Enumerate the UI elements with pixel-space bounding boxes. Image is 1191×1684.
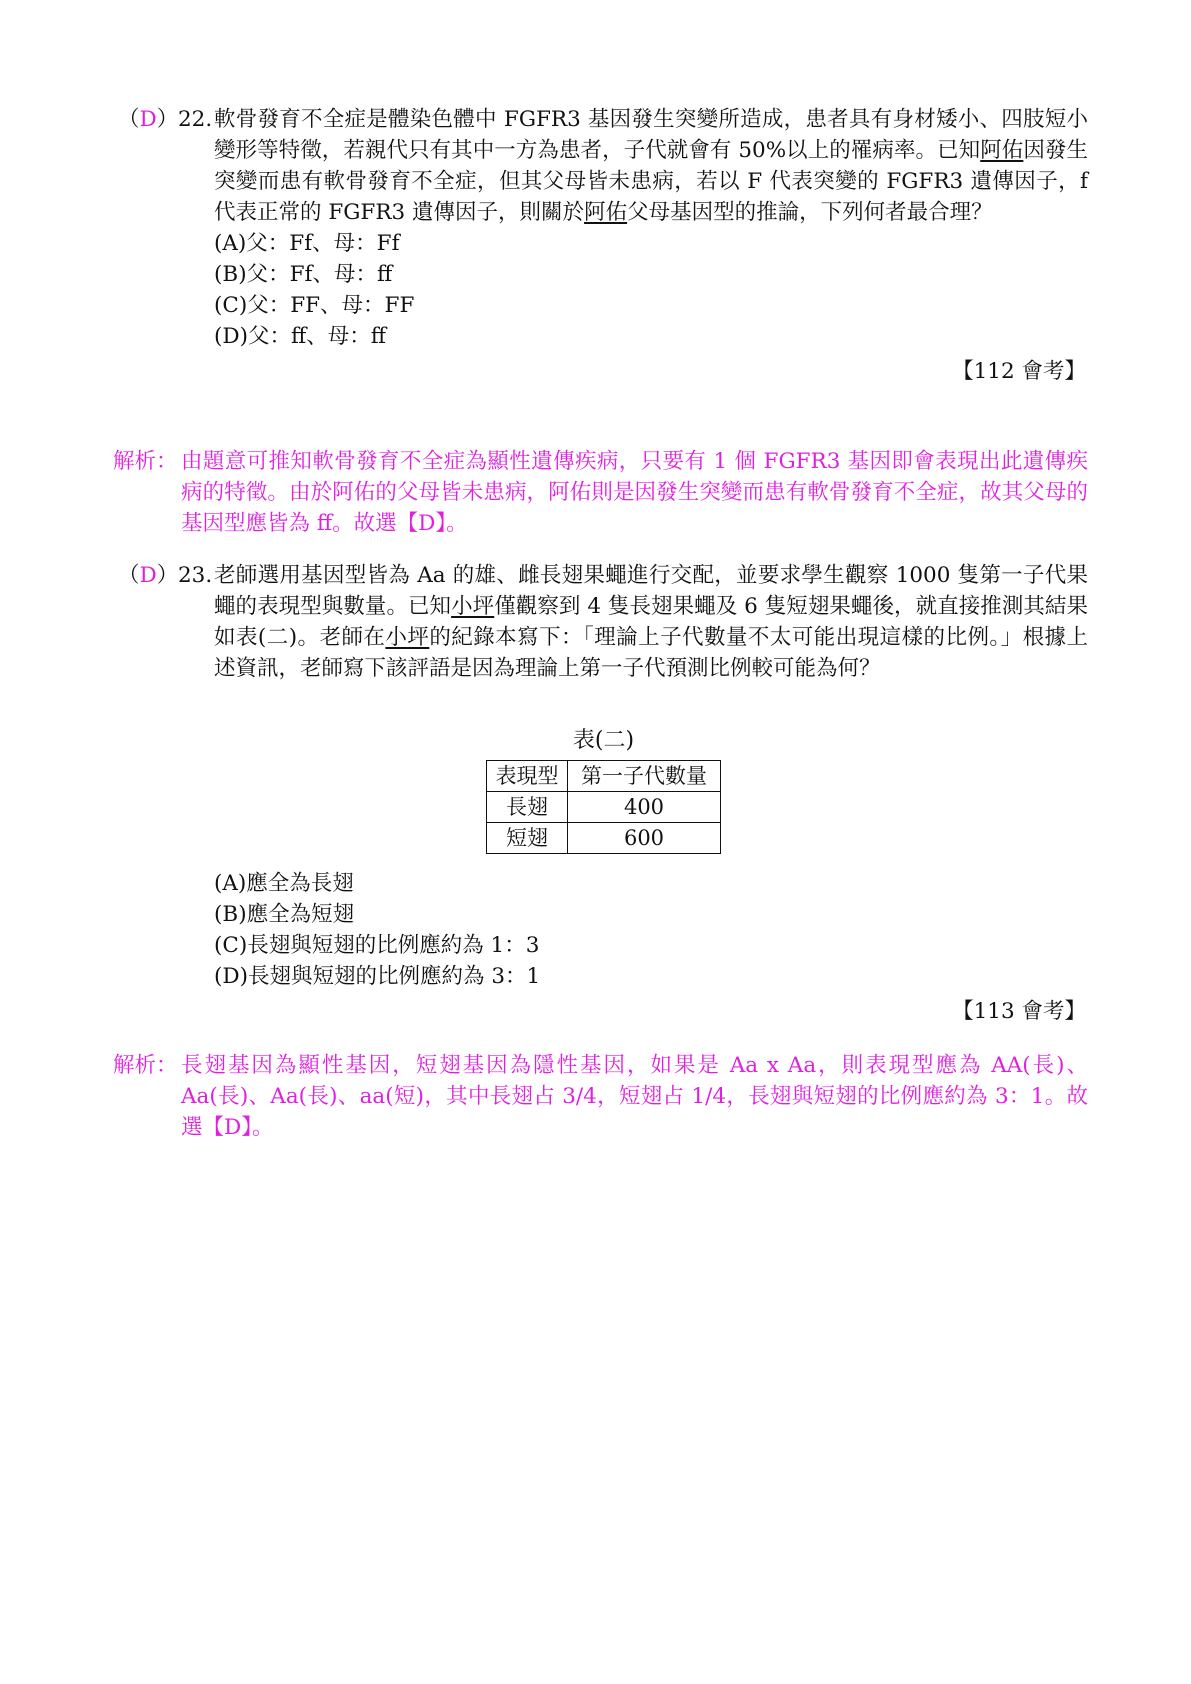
question-23-options [118,868,1088,992]
table-cell: 600 [568,823,721,854]
question-23-source: 【113 會考】 [952,999,1086,1024]
question-22-answer: （D） [118,107,179,132]
phenotype-table [486,760,721,854]
option-a: (A)應全為長翅 [214,871,354,896]
analysis-23 [113,1050,1088,1143]
option-a: (A)父：Ff、母：Ff [214,231,400,256]
person-name: 小坪 [385,625,430,650]
option-b: (B)應全為短翅 [214,902,355,927]
person-name: 阿佑 [980,138,1024,163]
analysis-label: 解析： [113,449,178,474]
table-2 [486,726,721,854]
table-cell: 長翅 [487,792,568,823]
option-c: (C)父：FF、母：FF [214,293,415,318]
table-2-title: 表(二) [572,728,635,753]
person-name: 小坪 [451,594,495,619]
option-b: (B)父：Ff、母：ff [214,262,393,287]
question-23-number: 23. [178,563,213,588]
option-c: (C)長翅與短翅的比例應約為 1：3 [214,933,540,958]
question-23-options-block [118,868,1088,1027]
question-22-number: 22. [178,107,213,132]
question-22-stem [118,104,1088,228]
question-23-stem [118,560,1088,684]
table-cell: 400 [568,792,721,823]
question-22 [118,104,1088,387]
analysis-22 [113,446,1088,539]
table-cell: 短翅 [487,823,568,854]
question-23-answer: （D） [118,563,179,588]
table-row [487,792,721,823]
person-name: 阿佑 [584,200,628,225]
analysis-label: 解析： [113,1053,178,1078]
table-header-cell: 第一子代數量 [568,761,721,792]
analysis-23-text: 長翅基因為顯性基因，短翅基因為隱性基因，如果是 Aa x Aa，則表現型應為 AA(長)、Aa(長)、Aa(長)、aa(短)，其中長翅占 3/4，短翅占 1/4，長翅與短翅的比例應約為 3：1。故選【D】。 [181,1053,1088,1140]
question-22-options [118,228,1088,352]
table-row [487,823,721,854]
question-22-source: 【112 會考】 [952,359,1086,384]
question-22-text: 軟骨發育不全症是體染色體中 FGFR3 基因發生突變所造成，患者具有身材矮小、四肢短小變形等特徵，若親代只有其中一方為患者，子代就會有 50%以上的罹病率。已知阿佑因發生突變而患有軟骨發育不全症，但其父母皆未患病，若以 F 代表突變的 FGFR3 遺傳因子，f 代表正常的 FGFR3 遺傳因子，則關於阿佑父母基因型的推論，下列何者最合理？ [214,107,1088,225]
table-header-cell: 表現型 [487,761,568,792]
option-d: (D)長翅與短翅的比例應約為 3：1 [214,964,541,989]
question-23-text: 老師選用基因型皆為 Aa 的雄、雌長翅果蠅進行交配，並要求學生觀察 1000 隻第一子代果蠅的表現型與數量。已知小坪僅觀察到 4 隻長翅果蠅及 6 隻短翅果蠅後，就直接推測其結果如表(二)。老師在小坪的紀錄本寫下：「理論上子代數量不太可能出現這樣的比例。」根據上述資訊，老師寫下該評語是因為理論上第一子代預測比例較可能為何？ [214,563,1088,681]
option-d: (D)父：ff、母：ff [214,324,387,349]
question-23 [118,560,1088,684]
table-header-row [487,761,721,792]
analysis-22-text: 由題意可推知軟骨發育不全症為顯性遺傳疾病，只要有 1 個 FGFR3 基因即會表現出此遺傳疾病的特徵。由於阿佑的父母皆未患病，阿佑則是因發生突變而患有軟骨發育不全症，故其父母的基因型應皆為 ff。故選【D】。 [181,449,1088,536]
